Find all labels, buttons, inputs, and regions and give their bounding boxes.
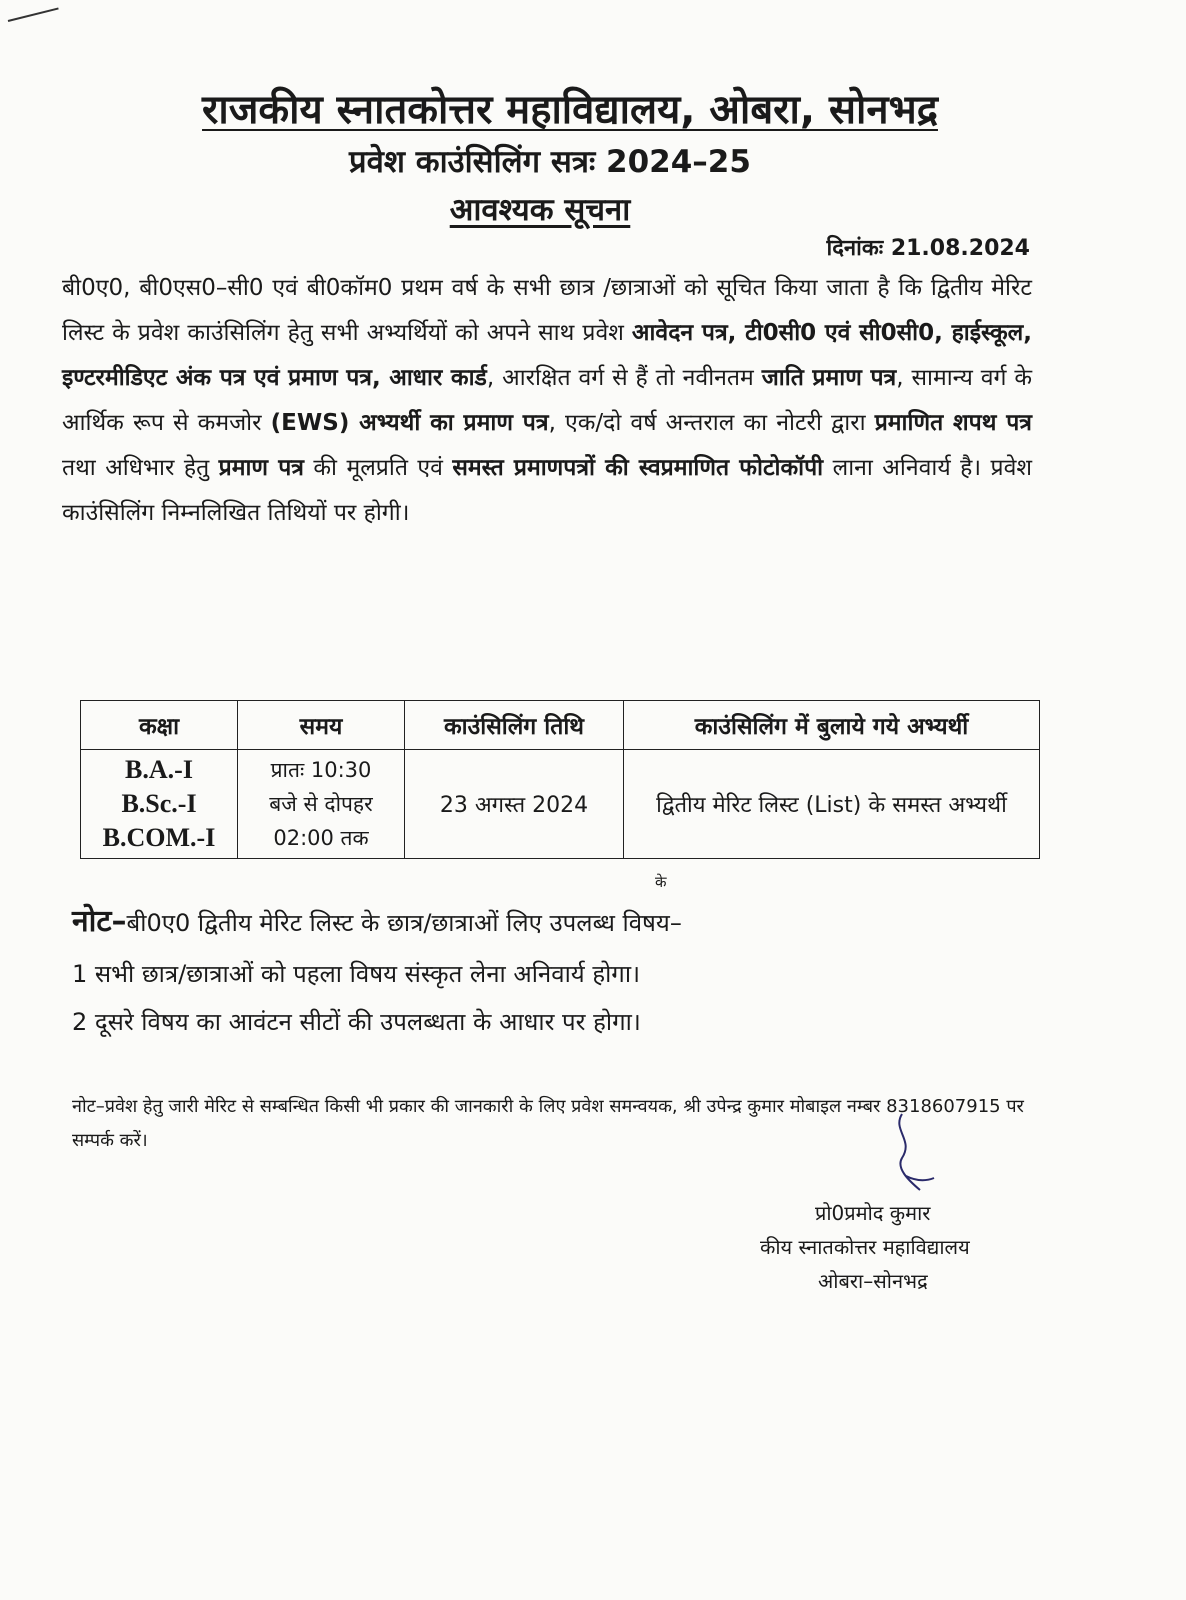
note-point-1: 1 सभी छात्र/छात्राओं को पहला विषय संस्कृत लेना अनिवार्य होगा। xyxy=(72,960,641,988)
class-cell xyxy=(81,750,238,859)
body-segment: तथा अधिभार हेतु xyxy=(62,455,219,481)
candidates-cell: द्वितीय मेरिट लिस्ट (List) के समस्त अभ्यर्थी xyxy=(624,750,1040,859)
note-label: नोट– xyxy=(72,904,127,939)
date-cell: 23 अगस्त 2024 xyxy=(405,750,624,859)
body-segment: जाति प्रमाण पत्र xyxy=(761,365,897,391)
body-segment: बी0ए0, बी0एस0–सी0 एवं बी0कॉम0 प्रथम वर्ष के सभी छात्र /छात्राओं को सूचित किया जाता है कि द्वितीय मेरिट लिस्ट के प्रवेश काउंसिलिंग हेतु सभी अभ्यर्थियों को अपने साथ प्रवेश xyxy=(62,275,1032,346)
body-segment: प्रमाण पत्र xyxy=(218,455,304,481)
notice-date: दिनांकः 21.08.2024 xyxy=(826,236,1030,261)
body-segment: आवेदन पत्र, टी0सी0 एवं सी0सी0, हाईस्कूल, इण्टरमीडिएट अंक पत्र एवं प्रमाण पत्र, आधार कार्ड xyxy=(62,320,1032,391)
note-points xyxy=(72,950,641,1046)
notice-body xyxy=(62,266,1032,536)
body-segment: प्रमाणित शपथ पत्र xyxy=(874,410,1032,436)
header-candidates: काउंसिलिंग में बुलाये गये अभ्यर्थी xyxy=(624,701,1040,750)
signatory-place: ओबरा–सोनभद्र xyxy=(818,1269,928,1293)
session-title: प्रवेश काउंसिलिंग सत्रः 2024–25 xyxy=(349,144,751,180)
header-time: समय xyxy=(238,701,405,750)
class-ba: B.A.-I xyxy=(125,755,193,784)
body-segment: समस्त प्रमाणपत्रों की स्वप्रमाणित फोटोकॉपी xyxy=(452,455,824,481)
header-date: काउंसिलिंग तिथि xyxy=(405,701,624,750)
signatory-designation: कीय स्नातकोत्तर महाविद्यालय xyxy=(760,1235,970,1259)
note-line xyxy=(72,900,682,945)
class-bsc: B.Sc.-I xyxy=(121,789,197,818)
class-bcom: B.COM.-I xyxy=(102,823,216,852)
stray-pen-mark xyxy=(8,7,59,22)
contact-footnote: नोट–प्रवेश हेतु जारी मेरिट से सम्बन्धित किसी भी प्रकार की जानकारी के लिए प्रवेश समन्वयक, श्री उपेन्द्र कुमार मोबाइल नम्बर 8318607915 पर सम्पर्क करें। xyxy=(72,1096,1024,1151)
signature-mark xyxy=(880,1110,940,1200)
counselling-schedule-table xyxy=(80,700,1040,859)
table-header-row xyxy=(81,701,1040,750)
time-cell xyxy=(238,750,405,859)
time-line-3: 02:00 तक xyxy=(273,826,369,850)
body-segment: (EWS) अभ्यर्थी का प्रमाण पत्र xyxy=(270,410,549,436)
signatory-name: प्रो0प्रमोद कुमार xyxy=(815,1201,931,1225)
body-segment: , आरक्षित वर्ग से हैं तो नवीनतम xyxy=(486,365,762,391)
time-line-2: बजे से दोपहर xyxy=(269,792,373,816)
notice-title: आवश्यक सूचना xyxy=(449,192,631,228)
body-segment: , सामान्य वर्ग के आर्थिक रूप से कमजोर xyxy=(62,365,1032,436)
note-text: बी0ए0 द्वितीय मेरिट लिस्ट के छात्र/छात्राओं लिए उपलब्ध विषय– xyxy=(126,909,682,937)
handwritten-insert: के xyxy=(655,873,667,891)
signature-block xyxy=(760,1196,1060,1298)
college-name: राजकीय स्नातकोत्तर महाविद्यालय, ओबरा, सोनभद्र xyxy=(202,87,938,133)
body-segment: लाना अनिवार्य है। प्रवेश काउंसिलिंग निम्नलिखित तिथियों पर होगी। xyxy=(62,455,1033,526)
table-row xyxy=(81,750,1040,859)
header-class: कक्षा xyxy=(81,701,238,750)
note-point-2: 2 दूसरे विषय का आवंटन सीटों की उपलब्धता के आधार पर होगा। xyxy=(72,1008,641,1036)
time-line-1: प्रातः 10:30 xyxy=(270,758,372,782)
body-segment: की मूलप्रति एवं xyxy=(303,455,453,481)
body-segment: , एक/दो वर्ष अन्तराल का नोटरी द्वारा xyxy=(548,410,875,436)
